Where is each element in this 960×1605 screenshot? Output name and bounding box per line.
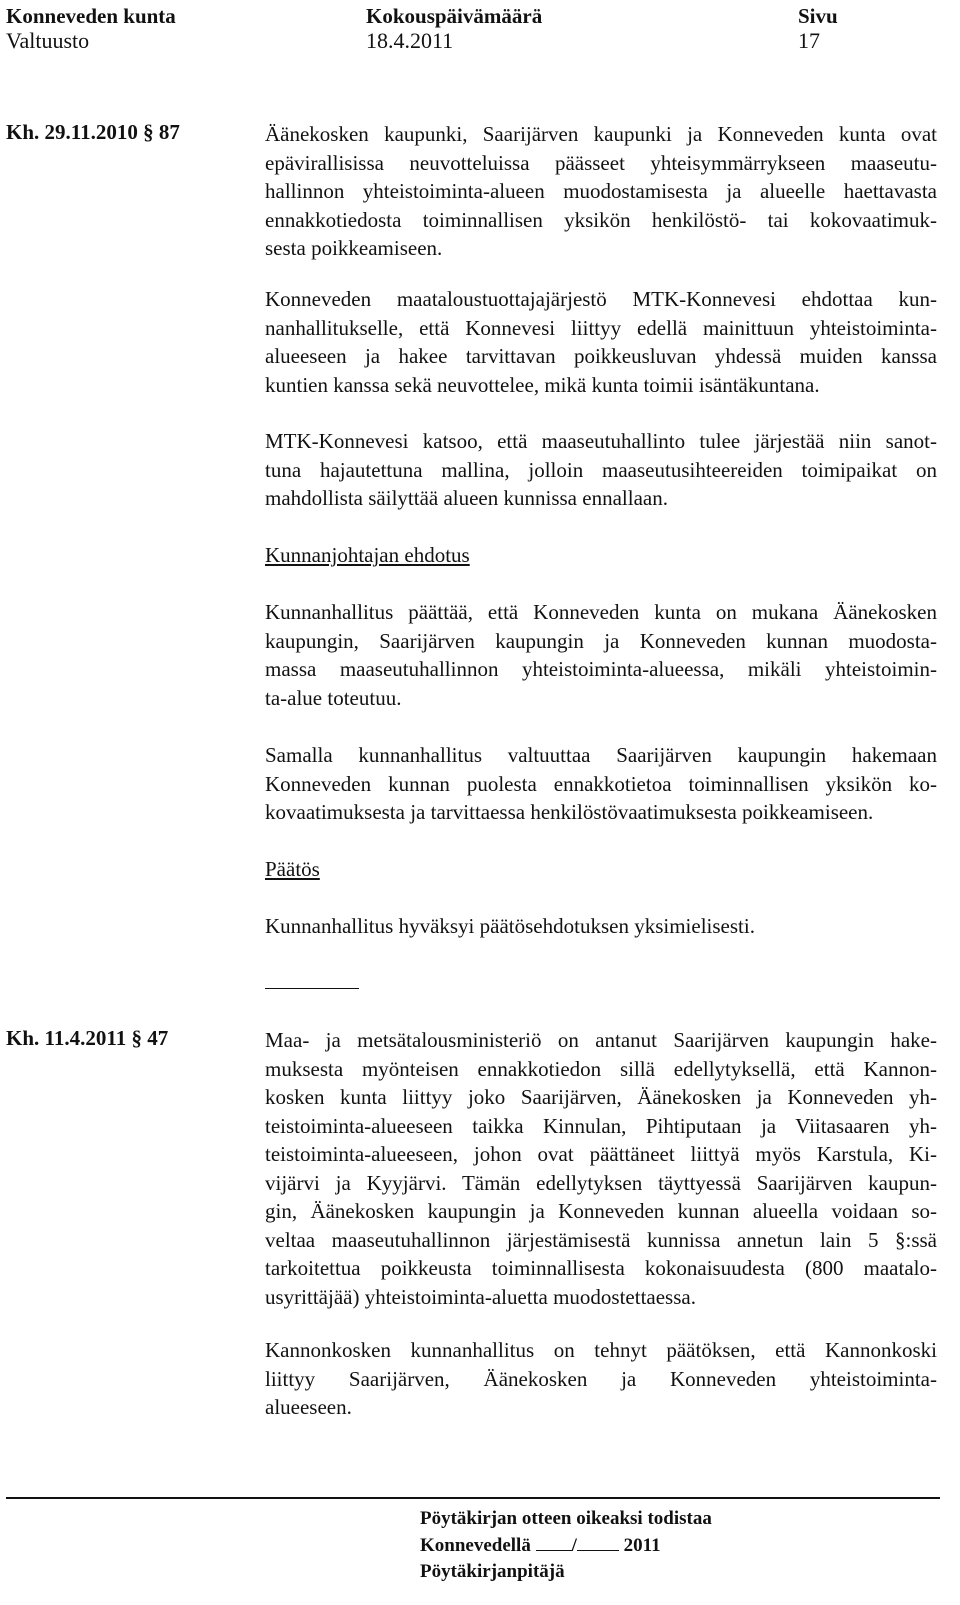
text-line: gin, Äänekosken kaupungin ja Konneveden kunnan alueella voidaan so- (265, 1199, 937, 1223)
org-body: Valtuusto (6, 28, 90, 53)
text-line: epävirallisissa neuvotteluissa päässeet yhteisymmärrykseen maaseutu- (265, 150, 937, 175)
text-line: tuna hajautettuna mallina, jolloin maaseutusihteereiden toimipaikat on (265, 457, 937, 482)
text-line: sesta poikkeamiseen. (265, 236, 443, 260)
certification-place-date (420, 1532, 712, 1559)
text-line: Kunnanhallitus hyväksyi päätösehdotuksen yksimielisesti. (265, 914, 755, 938)
text-line: Konneveden maataloustuottajajärjestö MTK-Konnevesi ehdottaa kun- (265, 287, 937, 311)
text-line: mahdollista säilyttää alueen kunnissa ennallaan. (265, 486, 668, 510)
paragraph (265, 427, 937, 513)
text-line: tarkoitettua poikkeusta toiminnallisesta kokonaisuudesta (800 maatalo- (265, 1256, 937, 1280)
paragraph (265, 741, 937, 827)
text-line: Kunnanhallitus päättää, että Konneveden kunta on mukana Äänekosken (265, 600, 937, 624)
org-name: Konneveden kunta (6, 4, 176, 28)
text-line: alueeseen ja hakee tarvittavan poikkeusluvan yhdessä muiden kanssa (265, 344, 937, 368)
decision-text (265, 912, 937, 941)
day-blank (536, 1532, 572, 1551)
text-line: kovaatimuksesta ja tarvittaessa henkilöstövaatimuksesta poikkeamiseen. (265, 800, 874, 824)
paragraph (265, 1336, 937, 1422)
text-line: muksesta myönteisen ennakkotiedon sillä edellytyksellä, että Kannon- (265, 1056, 937, 1081)
text-line: ta-alue toteutuu. (265, 685, 402, 710)
text-line: kuntien kanssa sekä neuvottelee, mikä kunta toimii isäntäkuntana. (265, 372, 820, 397)
text-line: Kannonkosken kunnanhallitus on tehnyt päätöksen, että Kannonkoski (265, 1338, 937, 1362)
heading-text: Kunnanjohtajan ehdotus (265, 543, 470, 567)
text-line: Konneveden kunnan puolesta ennakkotietoa toiminnallisen yksikön ko- (265, 771, 937, 796)
text-line: liittyy Saarijärven, Äänekosken ja Konneveden yhteistoiminta- (265, 1366, 937, 1391)
text-line: hallinnon yhteistoiminta-alueen muodostamisesta ja alueelle haettavasta (265, 179, 937, 203)
page-label: Sivu (798, 4, 838, 28)
decision-heading (265, 855, 937, 884)
text-line: Samalla kunnanhallitus valtuuttaa Saarijärven kaupungin hakemaan (265, 743, 937, 767)
proposal-heading (265, 541, 937, 570)
meeting-date: 18.4.2011 (366, 28, 454, 53)
certification-text: Pöytäkirjan otteen oikeaksi todistaa (420, 1508, 712, 1529)
page-number: 17 (798, 28, 820, 53)
text-line: vijärvi ja Kyyjärvi. Tämän edellytyksen täyttyessä Saarijärven kaupun- (265, 1170, 937, 1195)
text-line: teistoiminta-alueeseen taikka Kinnulan, Pihtiputaan ja Viitasaaren yh- (265, 1113, 937, 1138)
text-line: Äänekosken kaupunki, Saarijärven kaupunki ja Konneveden kunta ovat (265, 122, 937, 146)
text-line: veltaa maaseutuhallinnon järjestämisestä kunnissa annetun lain 5 §:ssä (265, 1227, 937, 1252)
year-text: 2011 (623, 1535, 661, 1556)
text-line: usyrittäjää) yhteistoiminta-aluetta muodostettaessa. (265, 1284, 696, 1309)
text-line: teistoiminta-alueeseen, johon ovat päättäneet liittyä myös Karstula, Ki- (265, 1142, 937, 1166)
text-line: alueeseen. (265, 1395, 352, 1419)
section-ref: Kh. 11.4.2011 § 47 (6, 1026, 169, 1050)
date-separator: / (571, 1535, 577, 1556)
month-blank (577, 1532, 619, 1551)
text-line: MTK-Konnevesi katsoo, että maaseutuhallinto tulee järjestää niin sanot- (265, 429, 937, 453)
footer-rule (6, 1497, 940, 1499)
text-line: kosken kunta liittyy joko Saarijärven, Äänekosken ja Konneveden yh- (265, 1085, 937, 1109)
paragraph (265, 285, 937, 399)
certification-block (420, 1506, 712, 1585)
section-title (265, 120, 937, 263)
paragraph (265, 1026, 937, 1311)
paragraph (265, 598, 937, 712)
separator-line (265, 988, 359, 989)
text-line: kaupungin, Saarijärven kaupungin ja Konneveden kunnan muodosta- (265, 628, 937, 653)
section-ref: Kh. 29.11.2010 § 87 (6, 120, 180, 144)
text-line: massa maaseutuhallinnon yhteistoiminta-alueessa, mikäli yhteistoimin- (265, 657, 937, 681)
place-text: Konnevedellä (420, 1535, 531, 1556)
heading-text: Päätös (265, 857, 320, 881)
text-line: Maa- ja metsätalousministeriö on antanut Saarijärven kaupungin hake- (265, 1028, 937, 1052)
date-label: Kokouspäivämäärä (366, 4, 543, 28)
text-line: nanhallitukselle, että Konnevesi liittyy edellä mainittuun yhteistoiminta- (265, 315, 937, 340)
text-line: ennakkotiedosta toiminnallisen yksikön henkilöstö- tai kokovaatimuk- (265, 207, 937, 232)
secretary-title: Pöytäkirjanpitäjä (420, 1561, 565, 1582)
